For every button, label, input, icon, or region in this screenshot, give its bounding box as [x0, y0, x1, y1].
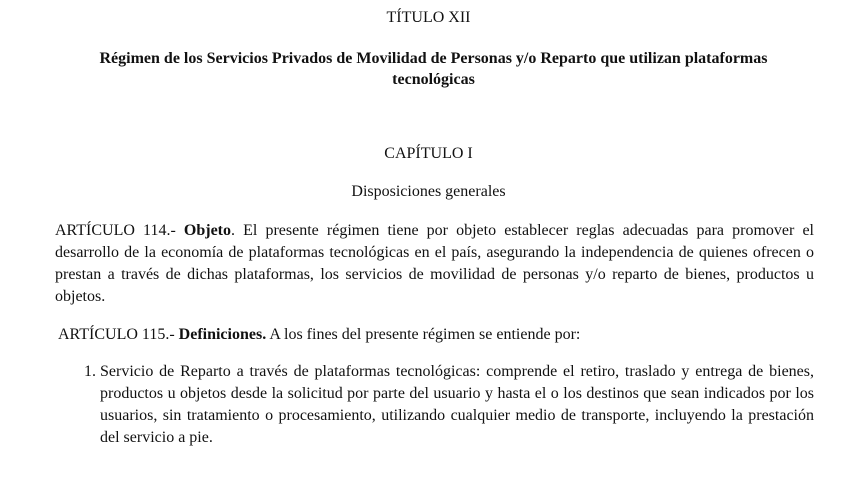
article-115-title: Definiciones.	[178, 326, 267, 343]
capitulo-heading: CAPÍTULO I	[384, 145, 473, 162]
regimen-title: Régimen de los Servicios Privados de Movilidad de Personas y/o Reparto que utilizan plataformas tecnológicas	[99, 50, 768, 88]
article-114	[55, 220, 814, 308]
list-item	[84, 361, 814, 449]
article-115	[58, 324, 814, 346]
article-114-number: ARTÍCULO 114.-	[55, 222, 176, 239]
titulo-heading: TÍTULO XII	[386, 9, 471, 26]
list-item-number: 1.	[84, 363, 96, 380]
article-115-number: ARTÍCULO 115.-	[58, 326, 175, 343]
list-item-text: Servicio de Reparto a través de plataformas tecnológicas: comprende el retiro, traslado y entrega de bienes, productos u objetos desde la solicitud por parte del usuario y hasta el o los destinos que sean indicados por los usuarios, sin tratamiento o procesamiento, utilizando cualquier medio de transporte, incluyendo la prestación del servicio a pie.	[100, 363, 814, 446]
article-114-body: El presente régimen tiene por objeto establecer reglas adecuadas para promover el desarrollo de la economía de plataformas tecnológicas en el país, asegurando la independencia de quienes ofrecen o prestan a través de dichas plataformas, los servicios de movilidad de personas y/o reparto de bienes, productos u objetos.	[55, 222, 815, 305]
article-114-title: Objeto	[183, 222, 232, 239]
article-114-separator: .	[231, 222, 236, 239]
disposiciones-subheading: Disposiciones generales	[351, 183, 506, 200]
article-115-body: A los fines del presente régimen se entiende por:	[266, 326, 581, 343]
definitions-list	[84, 361, 814, 449]
